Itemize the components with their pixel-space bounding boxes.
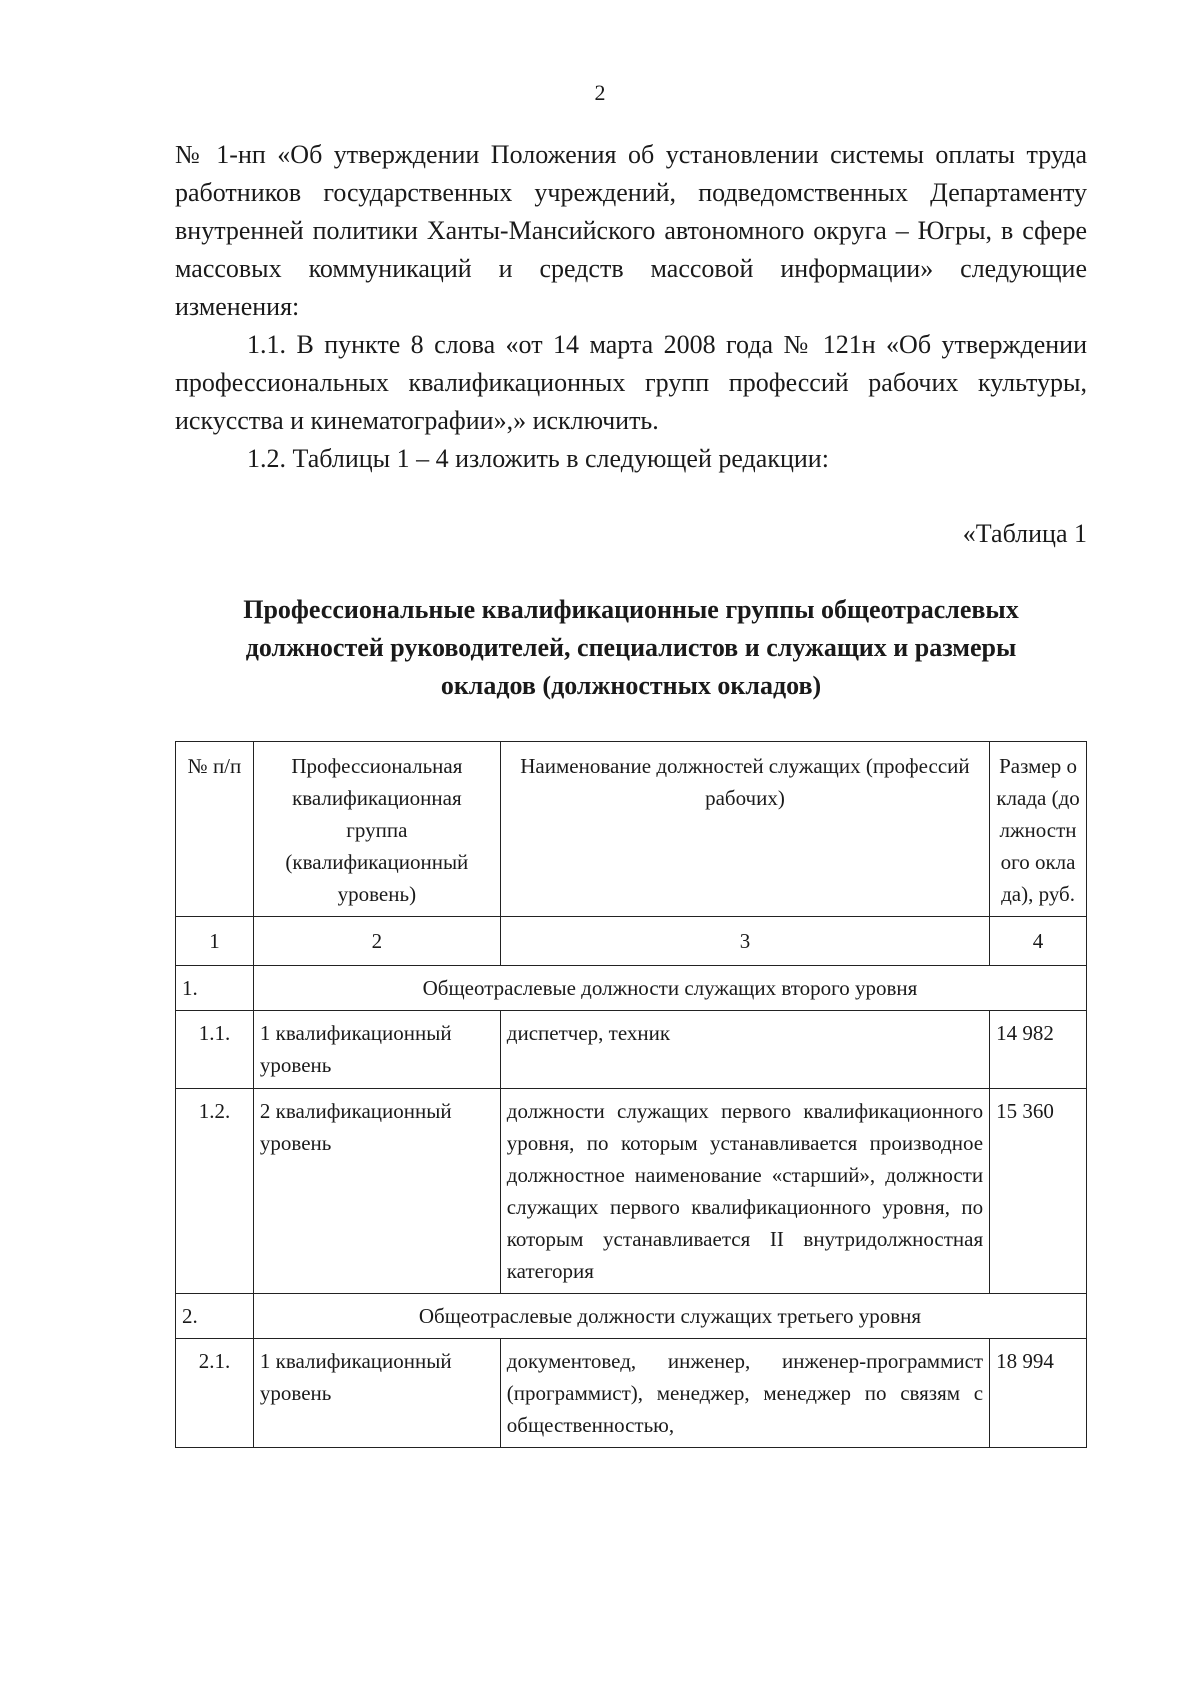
table-title-line: окладов (должностных окладов) — [440, 671, 822, 700]
row-positions: должности служащих первого квалификационного уровня, по которым устанавливается производное должностное наименование «старший», должности служащих первого квалификационного уровня, по которым устанавливается II внутридолжностная категория — [500, 1089, 989, 1294]
row-group: 1 квалификационный уровень — [253, 1339, 500, 1448]
column-number-row — [176, 917, 1087, 966]
header-salary: Размер оклада (должностного оклада), руб. — [990, 742, 1087, 917]
table-row — [176, 1339, 1087, 1448]
column-number: 3 — [500, 917, 989, 966]
table-section-row — [176, 966, 1087, 1011]
header-group: Профессиональная квалификационная группа (квалификационный уровень) — [253, 742, 500, 917]
paragraph-amendment: № 1-нп «Об утверждении Положения об установлении системы оплаты труда работников государственных учреждений, подведомственных Департаменту внутренней политики Ханты-Мансийского автономного округа – Югры, в сфере массовых коммуникаций и средств массовой информации» следующие изменения: — [175, 140, 1087, 321]
row-num: 2. — [176, 1294, 254, 1339]
row-num: 1.2. — [176, 1089, 254, 1294]
section-title: Общеотраслевые должности служащих второго уровня — [253, 966, 1086, 1011]
paragraph-item-1-2: 1.2. Таблицы 1 – 4 изложить в следующей редакции: — [247, 444, 829, 473]
table-title-line: Профессиональные квалификационные группы общеотраслевых — [243, 595, 1019, 624]
row-num: 1. — [176, 966, 254, 1011]
row-salary: 14 982 — [990, 1011, 1087, 1089]
row-group: 2 квалификационный уровень — [253, 1089, 500, 1294]
row-positions: документовед, инженер, инженер-программист (программист), менеджер, менеджер по связям с общественностью, — [500, 1339, 989, 1448]
table-caption: «Таблица 1 — [962, 519, 1087, 548]
row-group: 1 квалификационный уровень — [253, 1011, 500, 1089]
column-number: 1 — [176, 917, 254, 966]
section-title: Общеотраслевые должности служащих третьего уровня — [253, 1294, 1086, 1339]
table-section-row — [176, 1294, 1087, 1339]
paragraph-item-1-1: 1.1. В пункте 8 слова «от 14 марта 2008 года № 121н «Об утверждении профессиональных квалификационных групп профессий рабочих культуры, искусства и кинематографии»,» исключить. — [175, 330, 1087, 435]
table-row — [176, 1089, 1087, 1294]
header-num: № п/п — [176, 742, 254, 917]
body-text — [175, 136, 1087, 478]
row-num: 2.1. — [176, 1339, 254, 1448]
table-title-line: должностей руководителей, специалистов и служащих и размеры — [245, 633, 1017, 662]
table-header-row — [176, 742, 1087, 917]
table-title — [175, 591, 1087, 705]
row-salary: 18 994 — [990, 1339, 1087, 1448]
header-positions: Наименование должностей служащих (профессий рабочих) — [500, 742, 989, 917]
row-num: 1.1. — [176, 1011, 254, 1089]
page-number: 2 — [594, 80, 606, 105]
column-number: 4 — [990, 917, 1087, 966]
salary-table — [175, 741, 1087, 1448]
table-row — [176, 1011, 1087, 1089]
row-salary: 15 360 — [990, 1089, 1087, 1294]
column-number: 2 — [253, 917, 500, 966]
row-positions: диспетчер, техник — [500, 1011, 989, 1089]
